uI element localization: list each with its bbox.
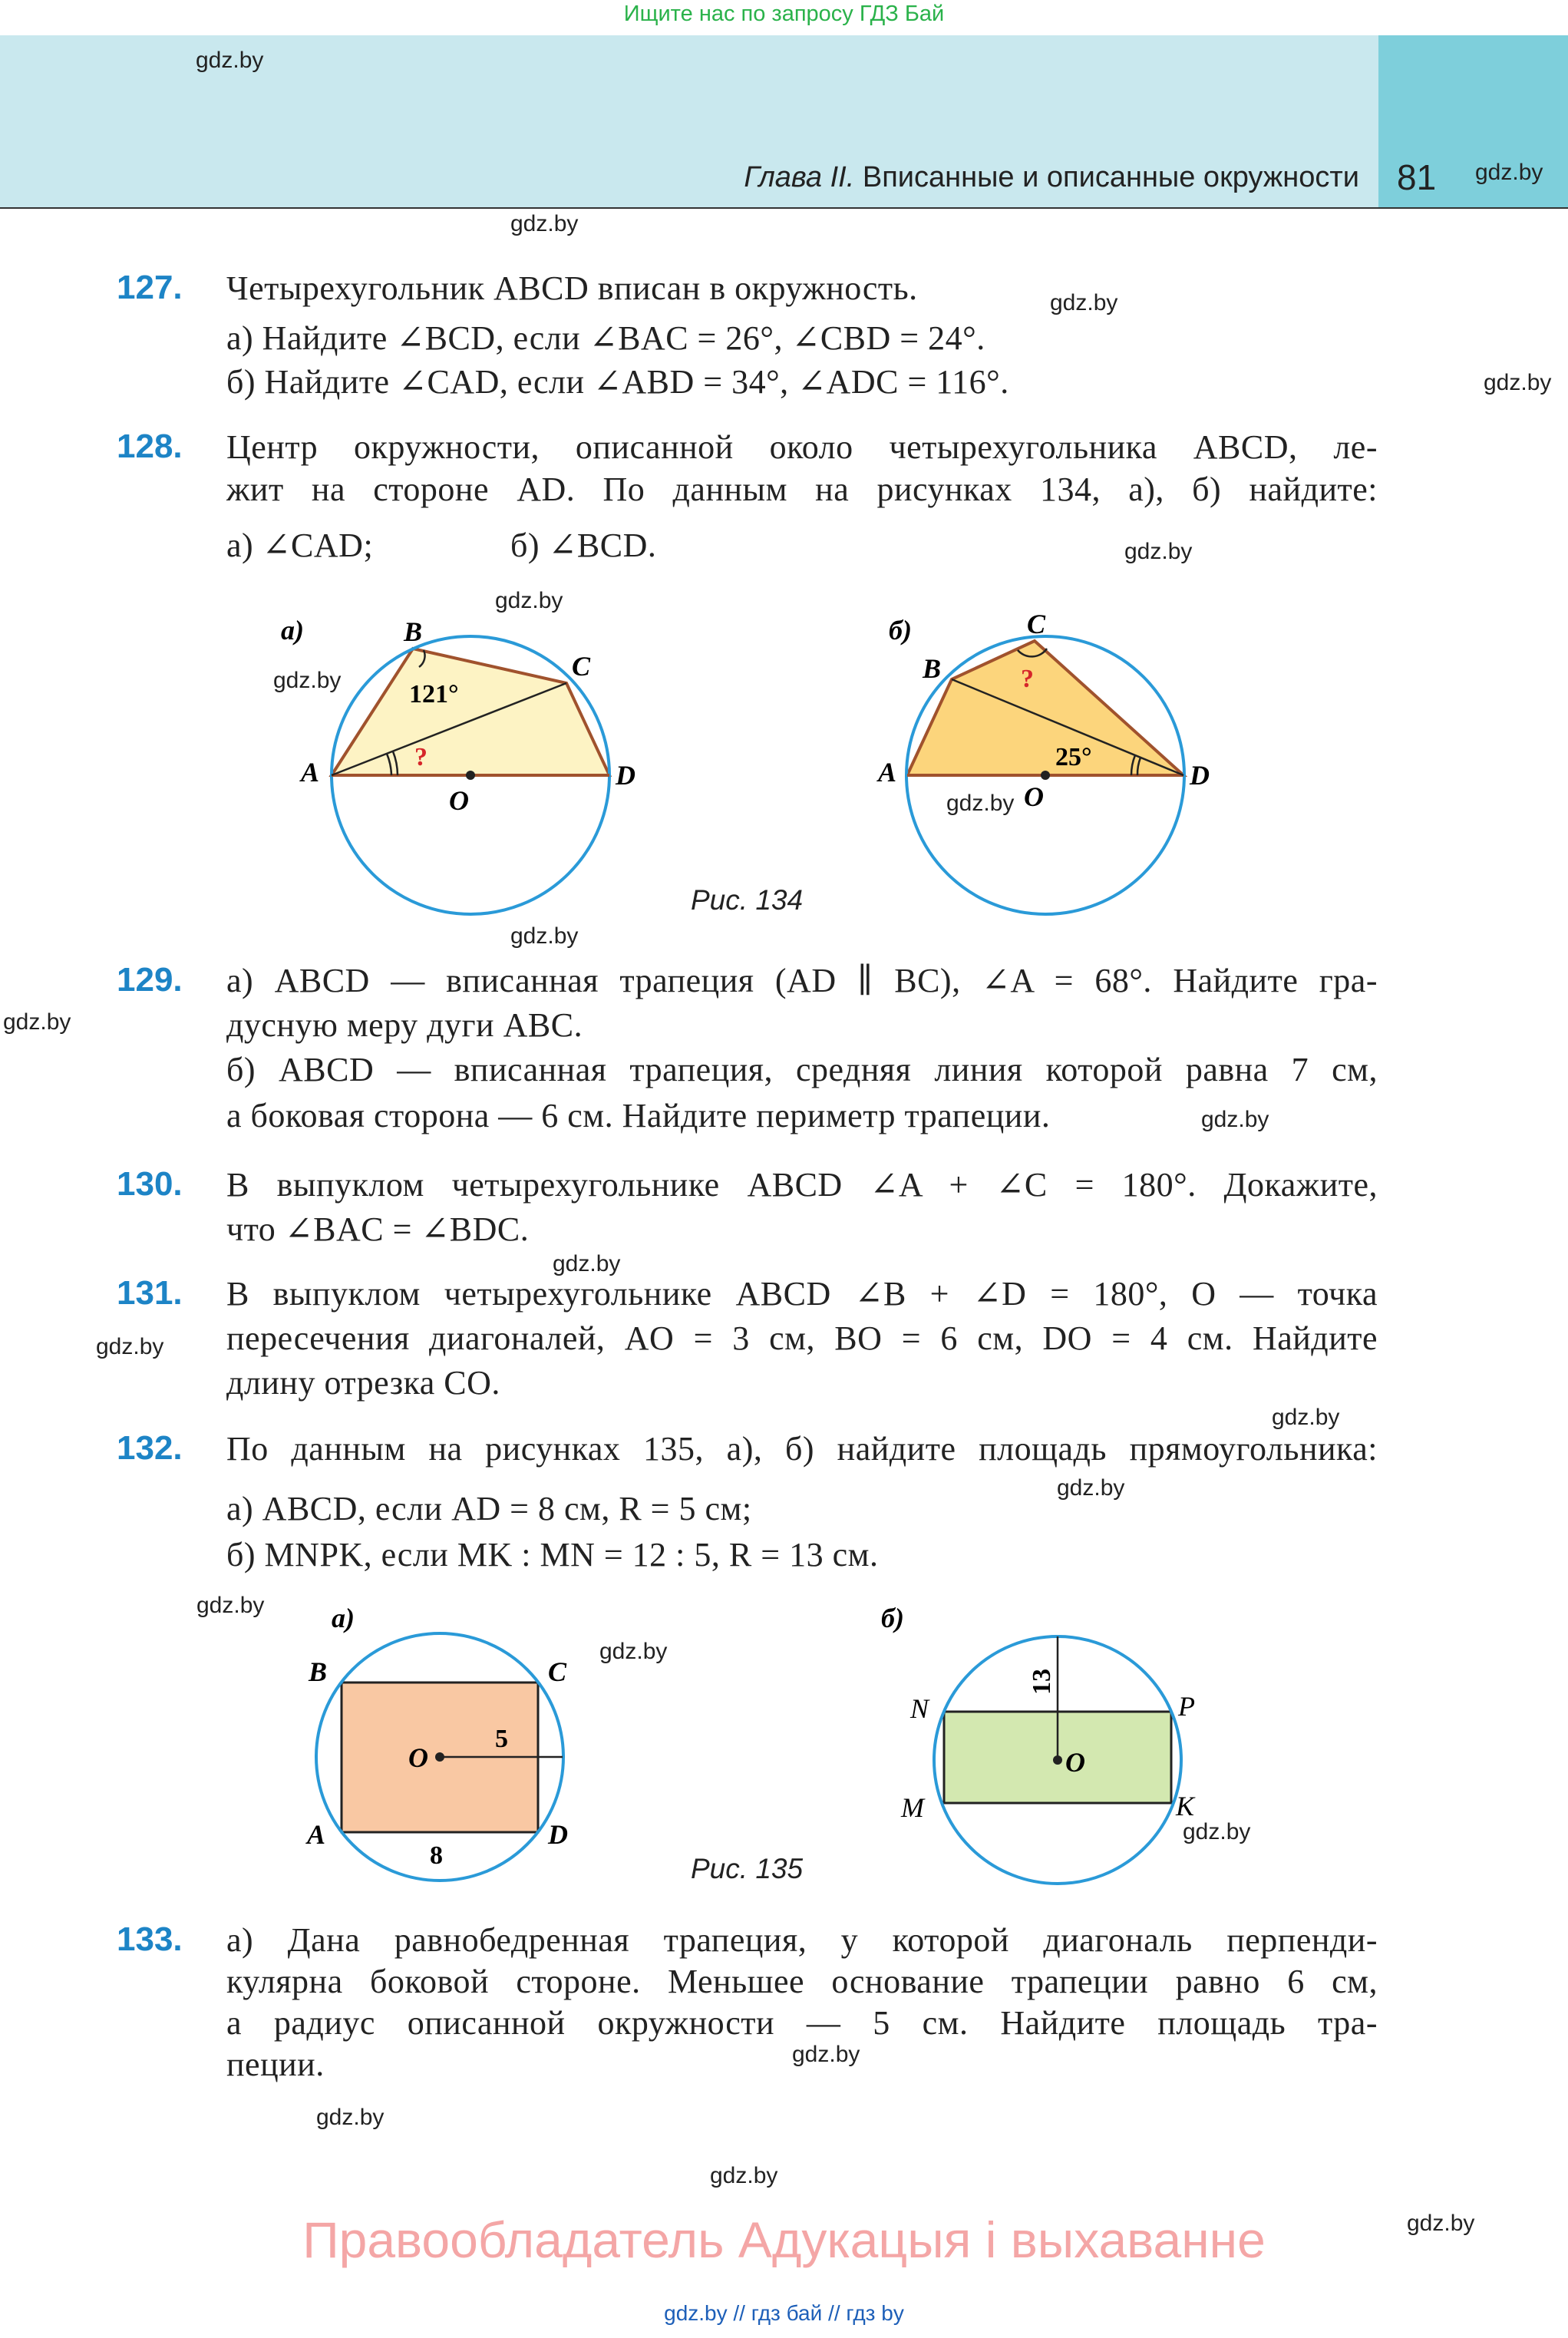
footer-links[interactable]: gdz.by // гдз бай // гдз by: [664, 2301, 904, 2325]
problem-text: а радиус описанной окружности — 5 см. Найдите площадь тра-: [226, 2004, 1378, 2042]
vertex-label: B: [404, 616, 423, 647]
watermark: gdz.by: [510, 923, 579, 949]
vertex-label: N: [910, 1693, 929, 1724]
problem-text: По данным на рисунках 135, а), б) найдите площадь прямоугольника:: [226, 1430, 1378, 1468]
question-mark: ?: [414, 743, 427, 771]
watermark: gdz.by: [1201, 1107, 1269, 1132]
watermark: gdz.by: [96, 1334, 164, 1359]
watermark: gdz.by: [3, 1009, 71, 1035]
figure-135b: [881, 1603, 1196, 1884]
figure-134a: [281, 615, 635, 914]
side-label: 8: [430, 1841, 443, 1870]
problem-number: 133.: [117, 1920, 183, 1958]
problem-text: пересечения диагоналей, AO = 3 см, BO = 6 см, DO = 4 см. Найдите: [226, 1319, 1378, 1357]
problem-number: 131.: [117, 1274, 183, 1312]
vertex-label: D: [616, 760, 635, 791]
radius-label: 13: [1028, 1669, 1056, 1695]
problem-text: Центр окружности, описанной около четырехугольника ABCD, ле-: [226, 428, 1378, 466]
copyright-notice: Правообладатель Адукацыя і выхаванне: [302, 2211, 1266, 2268]
problem-text: а) Дана равнобедренная трапеция, у которой диагональ перпенди-: [226, 1921, 1378, 1959]
vertex-label: B: [309, 1656, 328, 1687]
watermark: gdz.by: [1272, 1405, 1340, 1430]
watermark: gdz.by: [510, 211, 579, 236]
vertex-label: O: [1065, 1747, 1085, 1778]
trapezoid-fill: [907, 641, 1183, 775]
vertex-label: B: [923, 653, 942, 684]
problem-text: б) Найдите ∠CAD, если ∠ABD = 34°, ∠ADC = 116°.: [226, 363, 1009, 401]
watermark: gdz.by: [553, 1251, 621, 1276]
watermark: gdz.by: [1484, 370, 1552, 395]
subfig-label: а): [281, 615, 304, 646]
problem-text: что ∠BAC = ∠BDC.: [226, 1210, 530, 1248]
watermark: gdz.by: [599, 1639, 668, 1664]
chapter-name: Вписанные и описанные окружности: [862, 161, 1359, 193]
problem-number: 127.: [117, 269, 183, 306]
problem-number: 128.: [117, 428, 183, 465]
problem-text: б) ABCD — вписанная трапеция, средняя линия которой равна 7 см,: [226, 1051, 1378, 1088]
vertex-label: D: [548, 1819, 568, 1850]
watermark: gdz.by: [1050, 290, 1118, 315]
problem-text: длину отрезка CO.: [226, 1364, 500, 1402]
watermark: gdz.by: [316, 2105, 385, 2130]
radius-label: 5: [495, 1725, 508, 1753]
subfig-label: б): [889, 615, 912, 646]
center-point: [435, 1752, 444, 1762]
subfig-label: б): [881, 1603, 904, 1633]
problem-number: 129.: [117, 961, 183, 999]
figure-135a: [305, 1603, 568, 1881]
problem-text: В выпуклом четырехугольнике ABCD ∠A + ∠C = 180°. Докажите,: [226, 1166, 1378, 1204]
problem-text: дусную меру дуги ABC.: [226, 1006, 583, 1044]
vertex-label: A: [878, 757, 897, 788]
watermark: gdz.by: [792, 2042, 860, 2067]
watermark: gdz.by: [495, 588, 563, 613]
question-mark: ?: [1021, 665, 1034, 693]
vertex-label: A: [307, 1819, 326, 1850]
problem-text: а) ∠CAD;: [226, 527, 374, 564]
subfig-label: а): [332, 1603, 355, 1633]
vertex-label: M: [901, 1792, 924, 1823]
angle-label: 121°: [409, 680, 459, 708]
problem-text: б) ∠BCD.: [510, 527, 657, 564]
figure-caption: Рис. 135: [691, 1853, 804, 1884]
watermark: gdz.by: [196, 1593, 265, 1618]
problem-number: 132.: [117, 1429, 183, 1467]
problem-text: а) ABCD — вписанная трапеция (AD ∥ BC), ∠A = 68°. Найдите гра-: [226, 962, 1378, 999]
watermark: gdz.by: [1124, 539, 1193, 564]
figure-caption: Рис. 134: [691, 884, 804, 916]
vertex-label: C: [1027, 609, 1046, 639]
problem-number: 130.: [117, 1165, 183, 1203]
watermark: gdz.by: [1057, 1475, 1125, 1501]
vertex-label: K: [1176, 1791, 1195, 1821]
center-point: [1053, 1755, 1062, 1765]
problem-text: кулярна боковой стороне. Меньшее основание трапеции равно 6 см,: [226, 1963, 1378, 2000]
problem-text: Четырехугольник ABCD вписан в окружность.: [226, 269, 918, 307]
watermark: gdz.by: [196, 48, 264, 73]
problem-text: пеции.: [226, 2046, 325, 2083]
vertex-label: C: [548, 1656, 567, 1687]
vertex-label: D: [1190, 760, 1210, 791]
angle-label: 25°: [1055, 743, 1092, 771]
watermark: gdz.by: [946, 791, 1015, 816]
problem-text: В выпуклом четырехугольнике ABCD ∠B + ∠D = 180°, O — точка: [226, 1275, 1378, 1313]
problem-text: а) Найдите ∠BCD, если ∠BAC = 26°, ∠CBD = 24°.: [226, 319, 985, 357]
problem-text: б) MNPK, если MK : MN = 12 : 5, R = 13 см.: [226, 1536, 879, 1574]
vertex-label: A: [301, 757, 320, 788]
vertex-label: O: [408, 1742, 428, 1773]
problem-text: жит на стороне AD. По данным на рисунках 134, а), б) найдите:: [226, 471, 1378, 508]
page-number: 81: [1397, 157, 1437, 197]
vertex-label: O: [449, 785, 469, 816]
chapter-title: [744, 161, 1359, 194]
vertex-label: P: [1178, 1691, 1195, 1722]
search-hint: Ищите нас по запросу ГДЗ Бай: [623, 2, 945, 26]
watermark: gdz.by: [1475, 160, 1543, 185]
figure-134b: [876, 609, 1210, 914]
watermark: gdz.by: [1183, 1819, 1251, 1844]
problem-text: а боковая сторона — 6 см. Найдите периметр трапеции.: [226, 1097, 1051, 1134]
chapter-label: Глава II.: [744, 161, 855, 193]
trapezoid-fill: [332, 649, 609, 775]
problem-text: а) ABCD, если AD = 8 см, R = 5 см;: [226, 1490, 752, 1527]
watermark: gdz.by: [1407, 2211, 1475, 2236]
watermark: gdz.by: [273, 668, 342, 693]
center-point: [466, 771, 475, 780]
center-point: [1041, 771, 1050, 780]
header-rule: [0, 207, 1568, 209]
vertex-label: O: [1024, 781, 1044, 812]
watermark: gdz.by: [710, 2163, 778, 2188]
vertex-label: C: [572, 651, 591, 682]
